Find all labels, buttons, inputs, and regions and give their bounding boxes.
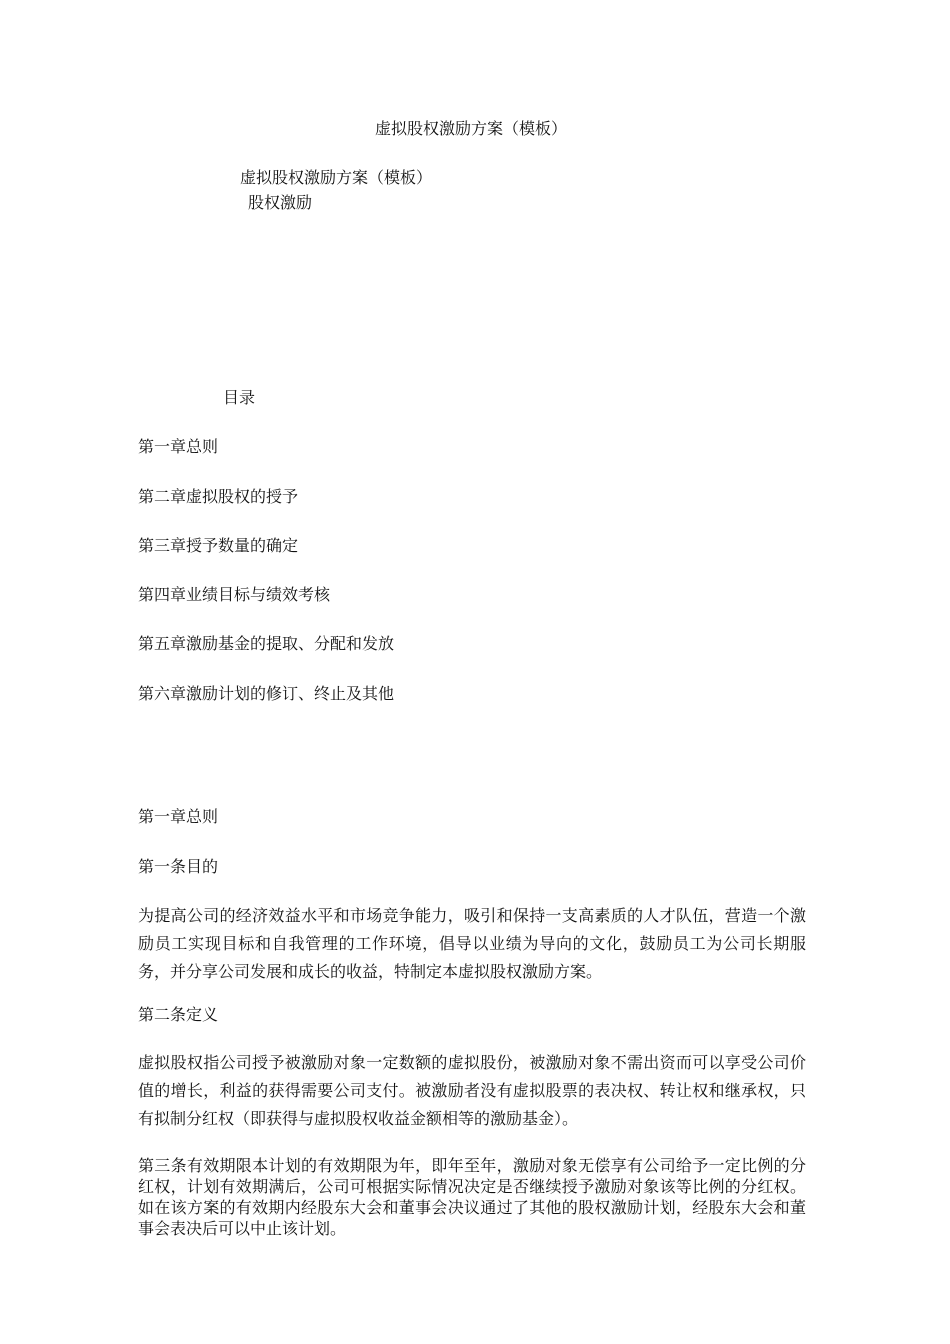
toc-item-1: 第一章总则 xyxy=(138,437,219,456)
toc-item-4: 第四章业绩目标与绩效考核 xyxy=(138,585,331,604)
cover-subtitle: 股权激励 xyxy=(248,193,313,212)
article-2-title: 第二条定义 xyxy=(138,1005,219,1024)
article-1-title: 第一条目的 xyxy=(138,857,219,876)
cover-title: 虚拟股权激励方案（模板） xyxy=(240,168,433,187)
chapter-1-heading: 第一章总则 xyxy=(138,807,219,826)
toc-heading: 目录 xyxy=(223,388,256,407)
toc-item-2: 第二章虚拟股权的授予 xyxy=(138,487,299,506)
article-2-body: 虚拟股权指公司授予被激励对象一定数额的虚拟股份，被激励对象不需出资而可以享受公司价值的增长，利益的获得需要公司支付。被激励者没有虚拟股票的表决权、转让权和继承权，只有拟制分红权（即获得与虚拟股权收益金额相等的激励基金）。 xyxy=(138,1053,806,1128)
document-title: 虚拟股权激励方案（模板） xyxy=(375,119,568,138)
article-3-body: 第三条有效期限本计划的有效期限为年，即年至年，激励对象无偿享有公司给予一定比例的分红权，计划有效期满后，公司可根据实际情况决定是否继续授予激励对象该等比例的分红权。如在该方案的有效期内经股东大会和董事会决议通过了其他的股权激励计划，经股东大会和董事会表决后可以中止该计划。 xyxy=(138,1156,806,1238)
toc-item-6: 第六章激励计划的修订、终止及其他 xyxy=(138,684,395,703)
toc-item-5: 第五章激励基金的提取、分配和发放 xyxy=(138,634,395,653)
article-1-body: 为提高公司的经济效益水平和市场竞争能力，吸引和保持一支高素质的人才队伍，营造一个激励员工实现目标和自我管理的工作环境，倡导以业绩为导向的文化，鼓励员工为公司长期服务，并分享公司发展和成长的收益，特制定本虚拟股权激励方案。 xyxy=(138,906,806,981)
toc-item-3: 第三章授予数量的确定 xyxy=(138,536,299,555)
